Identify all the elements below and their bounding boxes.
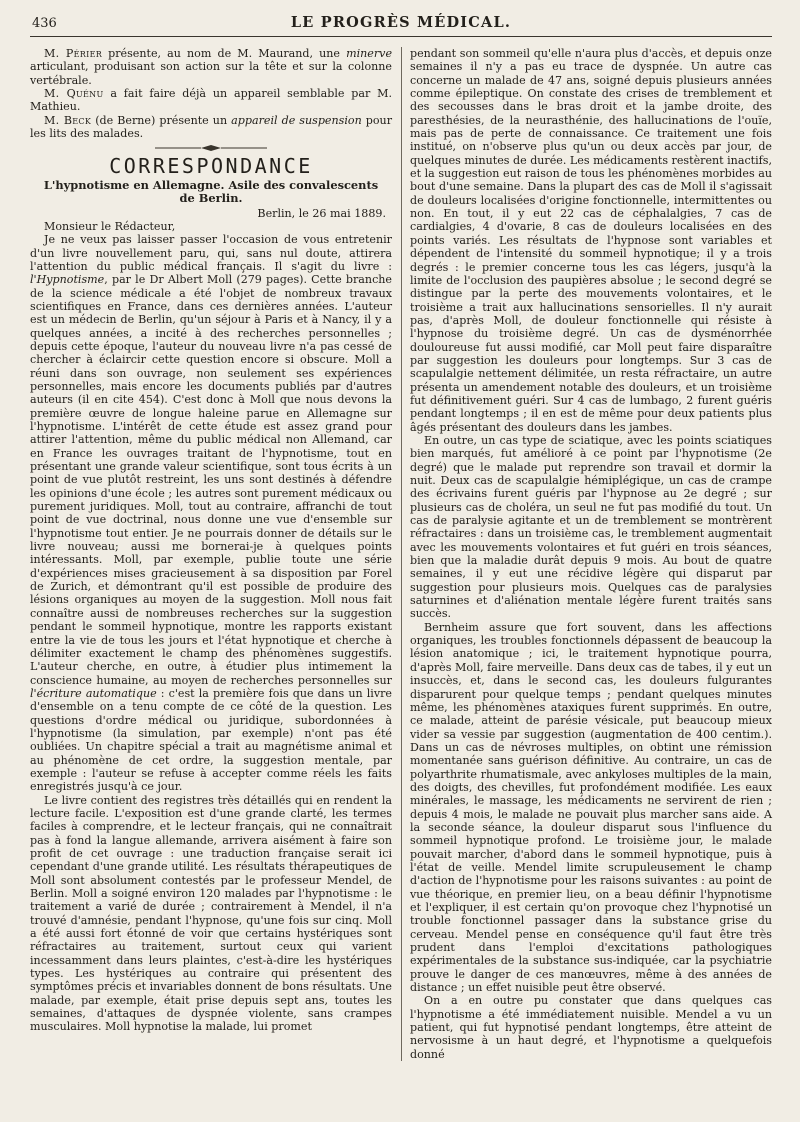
column-rule	[401, 47, 402, 1061]
letter-heading: L'hypnotisme en Allemagne. Asile des convalescents de Berlin.	[43, 178, 379, 206]
page-number: 436	[32, 16, 57, 31]
text-run: a fait faire déjà un appareil semblable par M. Mathieu.	[30, 87, 392, 114]
journal-title: LE PROGRÈS MÉDICAL.	[290, 14, 512, 31]
italic-term: l'écriture automatique	[30, 686, 157, 700]
right-column	[410, 47, 772, 1061]
text-run: Je ne veux pas laisser passer l'occasion de vous entretenir d'un livre nouvellement paru, qui, sans nul doute, attirera l'attention du public médical français. Il s'agit du livre :	[30, 233, 392, 273]
running-head	[30, 14, 772, 37]
italic-title: l'Hypnotisme	[30, 273, 105, 287]
italic-term: appareil de suspension	[231, 113, 362, 127]
speaker-name: M. Quénu	[44, 87, 104, 101]
text-run: pour les lits des malades.	[30, 113, 392, 141]
paragraph-perier	[30, 47, 392, 87]
salutation: Monsieur le Rédacteur,	[44, 219, 176, 233]
speaker-name: M. Périer	[44, 47, 103, 60]
speaker-name: M. Beck	[44, 113, 92, 127]
paragraph-quenu	[30, 87, 392, 114]
section-title: CORRESPONDANCE	[109, 153, 313, 178]
italic-term: minerve	[346, 47, 393, 60]
text-run: présente, au nom de M. Maurand, une	[102, 47, 347, 60]
text-run: : c'est la première fois que dans un livre d'ensemble on a tenu compte de ce côté de la question. Les questions d'ordre médical ou juridique, subordonnées à l'hypnotisme (la simulation, par exemple) n'ont pas été oubliées. Un chapitre spécial a trait au magnétisme animal et au phénomène de cet ordre, la suggestion mentale, par exemple : l'auteur se refuse à accepter comme réels les faits enregistrés jusqu'à ce jour.	[30, 686, 392, 794]
letter-paragraph-5: Bernheim assure que fort souvent, dans les affections organiques, les troubles fonctionnels dépassent de beaucoup la lésion anatomique ; ici, le traitement hypnotique pourra, d'après Moll, faire merveille. Dans deux cas de tabes, il y eut un insuccès, et, dans le second cas, les douleurs fulgurantes disparurent pour quelque temps ; pendant quelques minutes même, les phénomènes ataxiques furent supprimés. En outre, ce malade, atteint de parésie vésicale, put beaucoup mieux vider sa vessie par suggestion (augmentation de 400 centim.). Dans un cas de névroses multiples, on obtint une rémission momentanée sans guérison définitive. Au contraire, un cas de polyarthrite rhumatismale, avec ankyloses multiples de la main, des doigts, des chevilles, fut profondément modifiée. Les eaux minérales, le massage, les médicaments ne servirent de rien ; depuis 4 mois, le malade ne pouvait plus marcher sans aide. A la seconde séance, la douleur disparut sous l'influence du sommeil hypnotique profond. Le troisième jour, le malade pouvait marcher, d'abord dans le sommeil hypnotique, puis à l'état de veille. Mendel limite scrupuleusement le champ d'action de l'hypnotisme pour les raisons suivantes : au point de vue théorique, en premier lieu, on a beau définir l'hypnotisme et l'expliquer, il est certain qu'on provoque chez l'hypnotisé un trouble fonctionnel passager dans la substance grise du cerveau. Mendel pense en conséquence qu'il faut être très prudent dans l'emploi d'excitations pathologiques expérimentales de la substance sus-indiquée, car la psychiatrie prouve le danger de ces manœuvres, même à des années de distance ; un effet nuisible peut être observé.	[410, 620, 772, 995]
letter-paragraph-2: Le livre contient des registres très détaillés qui en rendent la lecture facile. L'exposition est d'une grande clarté, les termes faciles à comprendre, et le lecteur français, qui ne connaîtrait pas à fond la langue allemande, arrivera aisément à faire son profit de cet ouvrage : une traduction française serait ici cependant d'une grande utilité. Les résultats thérapeutiques de Moll sont absolument contestés par le professeur Mendel, de Berlin. Moll a soigné environ 120 malades par l'hypnotisme : le traitement a varié de durée ; contrairement à Mendel, il n'a trouvé d'amnésie, pendant l'hypnose, qu'une fois sur cinq. Moll a été aussi fort étonné de voir que certains hystériques sont réfractaires au traitement, surtout ceux qui varient incessamment dans leurs plaintes, c'est-à-dire les hystériques types. Les hystériques au contraire qui présentent des symptômes précis et invariables donnent de bons résultats. Une malade, par exemple, était prise depuis sept ans, toutes les semaines, d'attaques de dyspnée violente, sans crampes musculaires. Moll hypnotise la malade, lui promet	[30, 793, 392, 1034]
text-run: articulant, produisant son action sur la tête et sur la colonne vertébrale.	[30, 60, 392, 87]
letter-paragraph-6: On a en outre pu constater que dans quelques cas l'hypnotisme a été immédiatement nuisible. Mendel a vu un patient, qui fut hypnotisé pendant longtemps, être atteint de nervosisme à un haut degré, et l'hypnotisme a quelquefois donné	[410, 994, 772, 1061]
left-column	[30, 47, 392, 1061]
dateline: Berlin, le 26 mai 1889.	[257, 206, 386, 220]
text-run: , par le Dr Albert Moll (279 pages). Cette branche de la science médicale a été l'objet de nombreux travaux scientifiques en France, dans ces dernières années. L'auteur est un médecin de Berlin, qu'un séjour à Paris et à Nancy, il y a quelques années, a incité à des recherches personnelles ; depuis cette époque, l'auteur du nouveau livre n'a pas cessé de chercher à éclaircir cette question encore si obscure. Moll a réuni dans son ouvrage, non seulement ses expériences personnelles, mais encore les documents publiés par d'autres auteurs (il en cite 454). C'est donc à Moll que nous devons la première œuvre de longue haleine parue en Allemagne sur l'hypnotisme. L'intérêt de cette étude est assez grand pour attirer l'attention, même du public médical non Allemand, car en France les ouvrages traitant de l'hypnotisme, tout en présentant une grande valeur scientifique, sont tous écrits à un point de vue plutôt restreint, les uns sont destinés à défendre les opinions d'une école ; les autres sont purement médicaux ou purement juridiques. Moll, tout au contraire, affranchi de tout point de vue doctrinal, nous donne une vue d'ensemble sur l'hypnotisme tout entier. Je ne pourrais donner de détails sur le livre nouveau; aussi me bornerai-je à quelques points intéressants. Moll, par exemple, publie toute une série d'expériences mises gracieusement à sa disposition par Forel de Zurich, et démontrant qu'il est possible de produire des lésions organiques au moyen de la suggestion. Moll nous fait connaître aussi de nombreuses recherches sur la suggestion pendant le sommeil hypnotique, montre les rapports existant entre la vie de tous les jours et l'état hypnotique et cherche à délimiter exactement le champ des phénomènes suggestifs. L'auteur cherche, en outre, à étudier plus intimement la conscience humaine, au moyen de recherches personnelles sur	[30, 273, 392, 687]
paragraph-beck	[30, 114, 392, 141]
text-run: (de Berne) présente un	[91, 113, 232, 127]
two-column-body	[30, 47, 772, 1061]
letter-paragraph-3: pendant son sommeil qu'elle n'aura plus d'accès, et depuis onze semaines il n'y a pas eu trace de dyspnée. Un autre cas concerne un malade de 47 ans, soigné depuis plusieurs années comme épileptique. On constate des crises de tremblement et des secousses dans le bras droit et la jambe droite, des paresthésies, de la neurasthénie, des hallucinations de l'ouïe, mais pas de perte de connaissance. Ce traitement une fois institué, on n'observe plus qu'un ou deux accès par jour, de quelques minutes de durée. Les médicaments restèrent inactifs, et la suggestion eut raison de tous les phénomènes morbides au bout d'une semaine. Dans la plupart des cas de Moll il s'agissait de douleurs localisées d'origine fonctionnelle, intermittentes ou non. En tout, il y eut 22 cas de céphalalgies, 7 cas de cardialgies, 4 d'ovarie, 8 cas de douleurs localisées en des points variés. Les résultats de l'hypnose sont variables et dépendent de l'intensité du sommeil hypnotique; il y a trois degrés : le premier concerne tous les cas légers, jusqu'à la limite de l'occlusion des paupières absolue ; le second degré se distingue par la perte des mouvements volontaires, et le troisième a trait aux hallucinations sensorielles. Il n'y aurait pas, d'après Moll, de douleur fonctionnelle qui résiste à l'hypnose du troisième degré. Un cas de dysménorrhée douloureuse fut aussi modifié, car Moll peut faire disparaître par suggestion les douleurs pour longtemps. Sur 3 cas de scapulalgie nettement délimitée, un resta réfractaire, un autre présenta un amendement notable des douleurs, et un troisième fut définitivement guéri. Sur 4 cas de lumbago, 2 furent guéris pendant longtemps ; il en est de même pour deux patients plus âgés présentant des douleurs dans les jambes.	[410, 47, 772, 434]
letter-paragraph-4: En outre, un cas type de sciatique, avec les points sciatiques bien marqués, fut amélioré à ce point par l'hypnotisme (2e degré) que le malade put reprendre son travail et dormir la nuit. Deux cas de scapulalgie hémiplégique, un cas de crampe des écrivains furent guéris par l'hypnose au 2e degré ; sur plusieurs cas de choléra, un seul ne fut pas modifié du tout. Un cas de paralysie agitante et un de tremblement se montrèrent réfractaires : dans un troisième cas, le tremblement augmentait avec les mouvements volontaires et fut guéri en trois séances, bien que la maladie durât depuis 9 mois. Au bout de quatre semaines, il y eut une récidive légère qui disparut par suggestion pour plusieurs mois. Quelques cas de paralysies saturnines et d'aliénation mentale légère furent traités sans succès.	[410, 433, 772, 621]
letter-paragraph-1	[30, 233, 392, 793]
